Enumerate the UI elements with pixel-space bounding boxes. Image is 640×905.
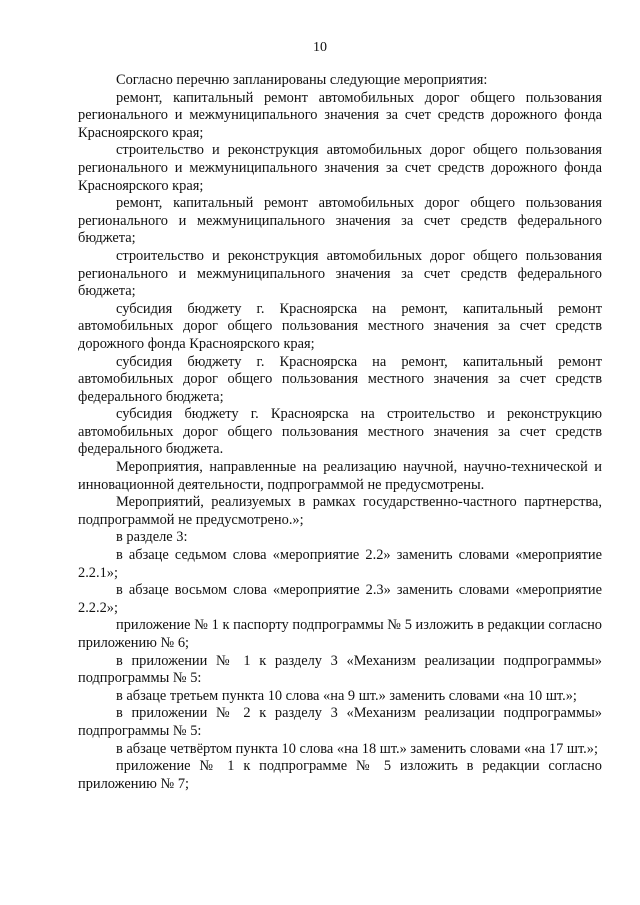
- paragraph: строительство и реконструкция автомобильных дорог общего пользования регионального и межмуниципального значения за счет средств федерального бюджета;: [78, 247, 602, 300]
- paragraph: ремонт, капитальный ремонт автомобильных дорог общего пользования регионального и межмуниципального значения за счет средств дорожного фонда Красноярского края;: [78, 89, 602, 141]
- paragraph: в абзаце седьмом слова «мероприятие 2.2» заменить словами «мероприятие 2.2.1»;: [78, 547, 602, 581]
- paragraph: в абзаце восьмом слова «мероприятие 2.3» заменить словами «мероприятие 2.2.2»;: [78, 582, 602, 616]
- paragraph: Мероприятия, направленные на реализацию научной, научно-технической и инновационной деятельности, подпрограммой не предусмотрены.: [78, 459, 602, 493]
- page-number: 10: [313, 40, 327, 55]
- paragraph: субсидия бюджету г. Красноярска на ремонт, капитальный ремонт автомобильных дорог общего пользования местного значения за счет средств федерального бюджета;: [78, 353, 602, 405]
- paragraph: приложение № 1 к паспорту подпрограммы № 5 изложить в редакции согласно приложению № 6;: [78, 617, 602, 651]
- paragraph: в приложении № 2 к разделу 3 «Механизм реализации подпрограммы» подпрограммы № 5:: [78, 705, 602, 739]
- document-body: [78, 72, 602, 793]
- paragraph-intro: Согласно перечню запланированы следующие мероприятия:: [116, 72, 488, 88]
- paragraph: Мероприятий, реализуемых в рамках государственно-частного партнерства, подпрограммой не предусмотрено.»;: [78, 494, 602, 528]
- paragraph: приложение № 1 к подпрограмме № 5 изложить в редакции согласно приложению № 7;: [78, 758, 602, 792]
- paragraph: в разделе 3:: [116, 529, 188, 546]
- paragraph: субсидия бюджету г. Красноярска на ремонт, капитальный ремонт автомобильных дорог общего пользования местного значения за счет средств дорожного фонда Красноярского края;: [78, 300, 602, 352]
- paragraph: ремонт, капитальный ремонт автомобильных дорог общего пользования регионального и межмуниципального значения за счет средств федерального бюджета;: [78, 195, 602, 247]
- paragraph: строительство и реконструкция автомобильных дорог общего пользования регионального и межмуниципального значения за счет средств дорожного фонда Красноярского края;: [78, 142, 602, 194]
- paragraph: в абзаце четвёртом пункта 10 слова «на 18 шт.» заменить словами «на 17 шт.»;: [116, 740, 598, 757]
- paragraph: в абзаце третьем пункта 10 слова «на 9 шт.» заменить словами «на 10 шт.»;: [116, 687, 577, 704]
- paragraph: субсидия бюджету г. Красноярска на строительство и реконструкцию автомобильных дорог общего пользования местного значения за счет средств федерального бюджета.: [78, 406, 602, 458]
- paragraph: в приложении № 1 к разделу 3 «Механизм реализации подпрограммы» подпрограммы № 5:: [78, 652, 602, 687]
